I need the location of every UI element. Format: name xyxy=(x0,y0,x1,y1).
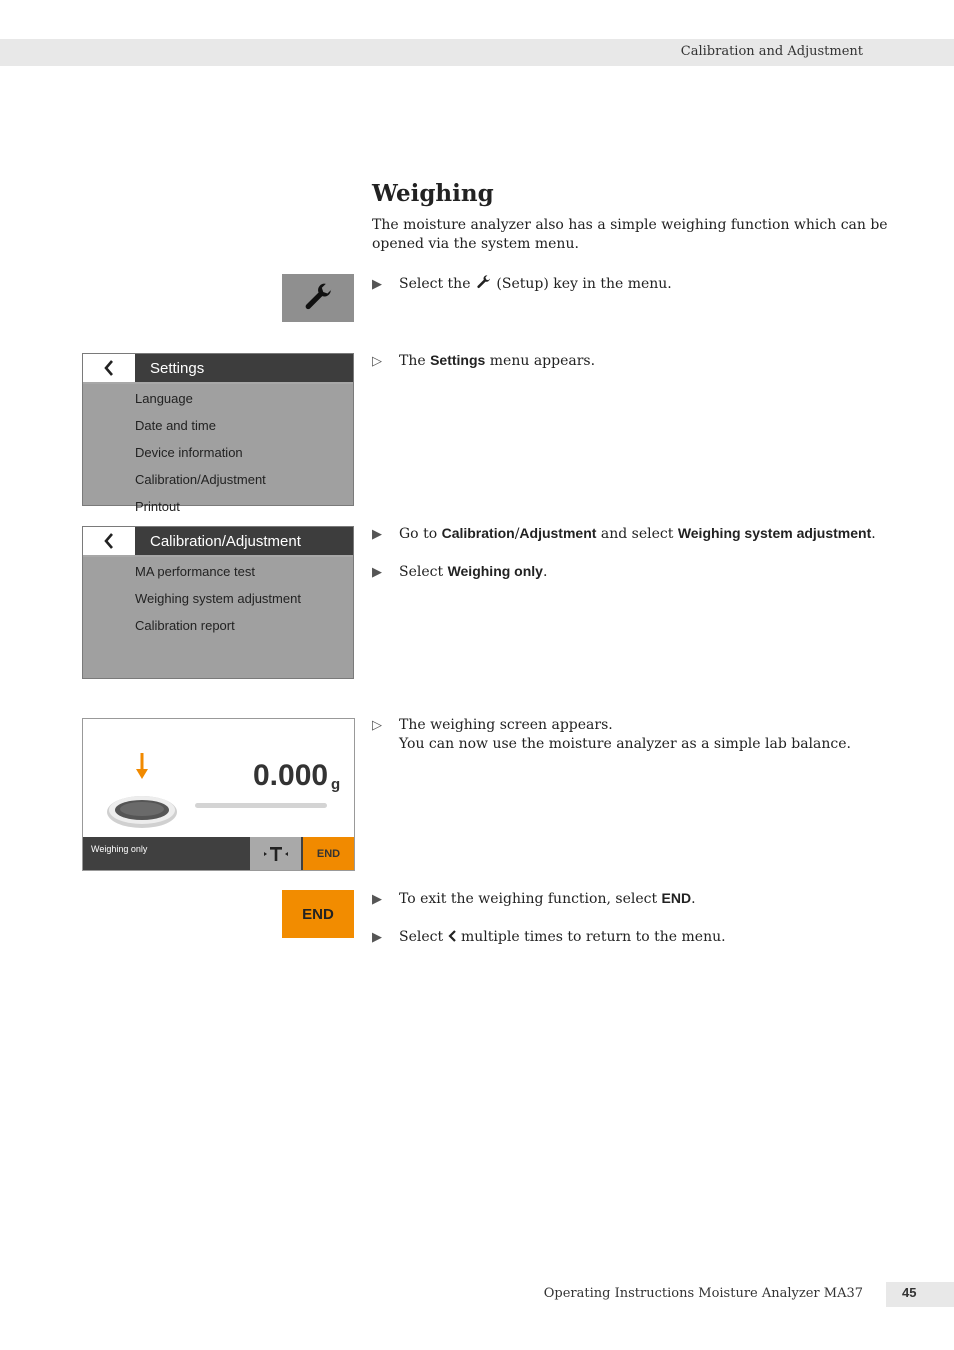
step-text: Select the xyxy=(399,276,471,292)
step-bold: Settings xyxy=(430,352,486,368)
menu-item-date-time[interactable]: Date and time xyxy=(135,418,216,433)
calibration-menu-screen xyxy=(82,526,354,679)
wrench-icon xyxy=(475,274,492,291)
step-select-weighing-only xyxy=(372,562,932,582)
menu-item-weighing-system-adjustment[interactable]: Weighing system adjustment xyxy=(135,591,301,606)
step-bold: Calibration xyxy=(441,525,515,541)
page-heading: Weighing xyxy=(372,180,494,207)
settings-title-bar xyxy=(83,354,353,384)
step-bold: END xyxy=(661,890,692,906)
section-title: Calibration and Adjustment xyxy=(680,44,863,59)
step-bold: Weighing only xyxy=(447,563,543,579)
settings-menu-screen xyxy=(82,353,354,514)
chevron-left-icon xyxy=(103,533,115,549)
tare-button[interactable] xyxy=(250,837,301,870)
menu-item-calibration-report[interactable]: Calibration report xyxy=(135,618,235,633)
weighing-screen xyxy=(82,718,355,871)
step-text: Select xyxy=(399,929,444,945)
page-number: 45 xyxy=(902,1285,917,1300)
step-text: Select xyxy=(399,564,444,580)
mode-label: Weighing only xyxy=(91,844,148,854)
step-text: menu appears. xyxy=(489,353,596,369)
step-weighing-screen-appears xyxy=(372,716,932,754)
step-marker: ▷ xyxy=(372,718,382,733)
step-exit-weighing xyxy=(372,889,932,909)
calibration-title: Calibration/Adjustment xyxy=(150,532,301,550)
step-text: . xyxy=(691,891,696,907)
step-bold: Adjustment xyxy=(519,525,597,541)
step-settings-appears xyxy=(372,351,932,371)
setup-key-button[interactable] xyxy=(282,274,354,322)
back-button[interactable] xyxy=(83,354,135,382)
step-return-to-menu xyxy=(372,928,932,947)
step-text: The xyxy=(399,353,426,369)
calibration-title-bar xyxy=(83,527,353,557)
step-text: / xyxy=(514,526,520,542)
weighing-pan-icon xyxy=(105,791,179,831)
menu-item-language[interactable]: Language xyxy=(135,391,193,406)
arrow-down-icon xyxy=(135,753,149,781)
step-text: multiple times to return to the menu. xyxy=(461,929,726,945)
capacity-bar xyxy=(195,803,327,808)
settings-title: Settings xyxy=(150,359,205,377)
step-go-to-calibration xyxy=(372,524,932,544)
step-select-setup xyxy=(372,274,932,294)
end-key-button[interactable]: END xyxy=(282,890,354,938)
step-bold: Weighing system adjustment xyxy=(677,525,872,541)
wrench-icon xyxy=(301,281,335,315)
document-title: Operating Instructions Moisture Analyzer MA37 xyxy=(543,1286,863,1301)
step-text: The weighing screen appears. xyxy=(399,717,613,733)
menu-item-ma-performance-test[interactable]: MA performance test xyxy=(135,564,255,579)
intro-paragraph: The moisture analyzer also has a simple weighing function which can be opened via the system menu. xyxy=(372,217,888,252)
weight-unit: g xyxy=(331,776,341,793)
step-marker: ▶ xyxy=(372,892,382,907)
step-marker: ▶ xyxy=(372,527,382,542)
menu-item-printout[interactable]: Printout xyxy=(135,499,180,514)
step-text: Go to xyxy=(399,526,438,542)
step-text: . xyxy=(871,526,876,542)
menu-item-calibration-adjustment[interactable]: Calibration/Adjustment xyxy=(135,472,266,487)
weighing-footer-bar xyxy=(83,837,354,870)
step-marker: ▶ xyxy=(372,930,382,945)
back-button[interactable] xyxy=(83,527,135,555)
tare-icon xyxy=(263,845,289,863)
chevron-left-icon xyxy=(103,360,115,376)
end-button[interactable]: END xyxy=(303,837,354,870)
step-text: (Setup) key in the menu. xyxy=(496,276,672,292)
step-marker: ▶ xyxy=(372,565,382,580)
step-marker: ▷ xyxy=(372,354,382,369)
chevron-left-icon xyxy=(448,930,457,942)
step-marker: ▶ xyxy=(372,277,382,292)
step-text: . xyxy=(542,564,548,580)
step-text: and select xyxy=(600,526,674,542)
page-number-box xyxy=(886,1282,954,1307)
step-text: You can now use the moisture analyzer as a simple lab balance. xyxy=(399,736,851,752)
menu-item-device-information[interactable]: Device information xyxy=(135,445,243,460)
weight-readout: 0.000 xyxy=(253,759,329,792)
step-text: To exit the weighing function, select xyxy=(399,891,658,907)
